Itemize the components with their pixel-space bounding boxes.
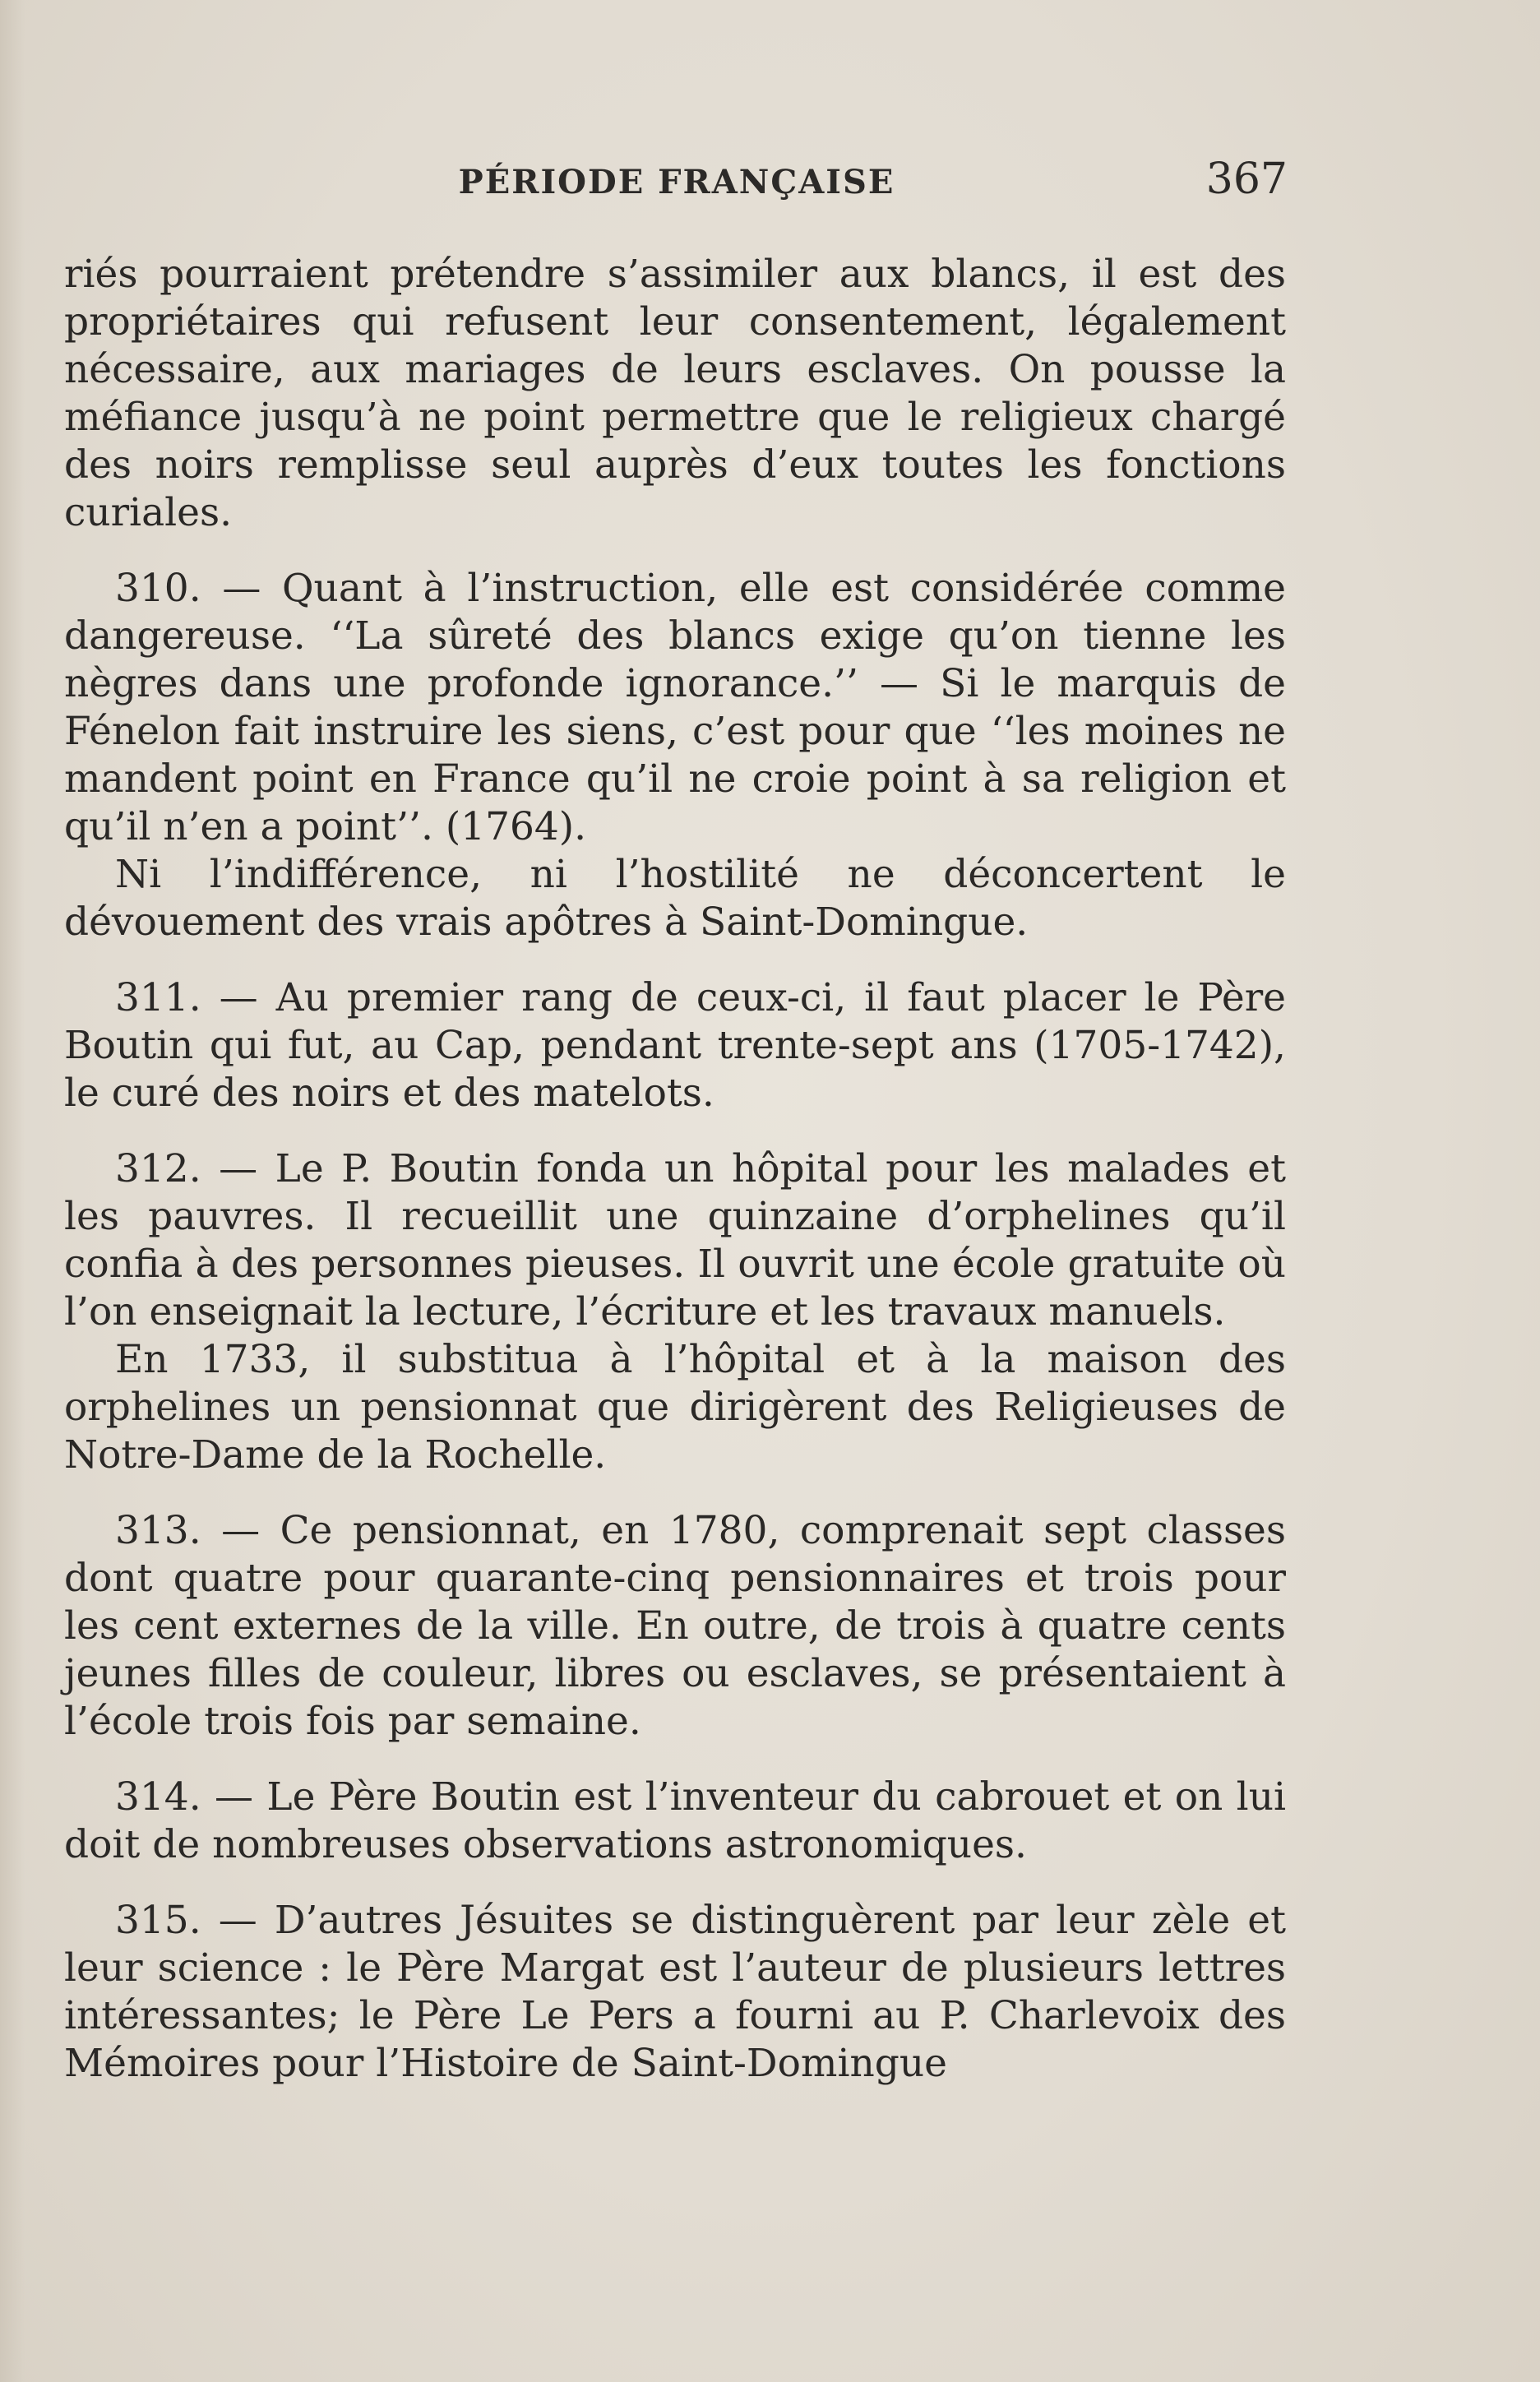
page-edge-shadow	[0, 0, 25, 2382]
body-text	[64, 251, 1286, 2088]
paragraph-312-cont: En 1733, il substitua à l’hôpital et à la maison des orphelines un pensionnat que dirigèrent des Religieuses de Notre-Dame de la Rochelle.	[64, 1337, 1286, 1478]
paragraph-continuation: riés pourraient prétendre s’assimiler aux blancs, il est des propriétaires qui refusent leur consentement, légalement nécessaire, aux mariages de leurs esclaves. On pousse la méfiance jusqu’à ne point permettre que le religieux chargé des noirs remplisse seul auprès d’eux toutes les fonctions curiales.	[64, 252, 1286, 535]
paragraph-312: 312. — Le P. Boutin fonda un hôpital pour les malades et les pauvres. Il recueillit une quinzaine d’orphelines qu’il confia à des personnes pieuses. Il ouvrit une école gratuite où l’on enseignait la lecture, l’écriture et les travaux manuels.	[64, 1146, 1286, 1334]
paragraph-313: 313. — Ce pensionnat, en 1780, comprenait sept classes dont quatre pour quarante-cinq pensionnaires et trois pour les cent externes de la ville. En outre, de trois à quatre cents jeunes filles de couleur, libres ou esclaves, se présentaient à l’école trois fois par semaine.	[64, 1508, 1286, 1744]
running-head	[66, 155, 1288, 212]
paragraph-310-cont: Ni l’indifférence, ni l’hostilité ne déconcertent le dévouement des vrais apôtres à Saint-Domingue.	[64, 852, 1286, 945]
running-title: PÉRIODE FRANÇAISE	[458, 163, 895, 201]
page-number: 367	[1205, 155, 1288, 204]
paragraph-314: 314. — Le Père Boutin est l’inventeur du cabrouet et on lui doit de nombreuses observations astronomiques.	[64, 1774, 1286, 1867]
paragraph-315: 315. — D’autres Jésuites se distinguèrent par leur zèle et leur science : le Père Margat est l’auteur de plusieurs lettres intéressantes; le Père Le Pers a fourni au P. Charlevoix des Mémoires pour l’Histoire de Saint-Domingue	[64, 1898, 1286, 2086]
paragraph-311: 311. — Au premier rang de ceux-ci, il faut placer le Père Boutin qui fut, au Cap, pendant trente-sept ans (1705-1742), le curé des noirs et des matelots.	[64, 975, 1286, 1116]
paragraph-310: 310. — Quant à l’instruction, elle est considérée comme dangereuse. ‘‘La sûreté des blancs exige qu’on tienne les nègres dans une profonde ignorance.’’ — Si le marquis de Fénelon fait instruire les siens, c’est pour que ‘‘les moines ne mandent point en France qu’il ne croie point à sa religion et qu’il n’en a point’’. (1764).	[64, 566, 1286, 849]
